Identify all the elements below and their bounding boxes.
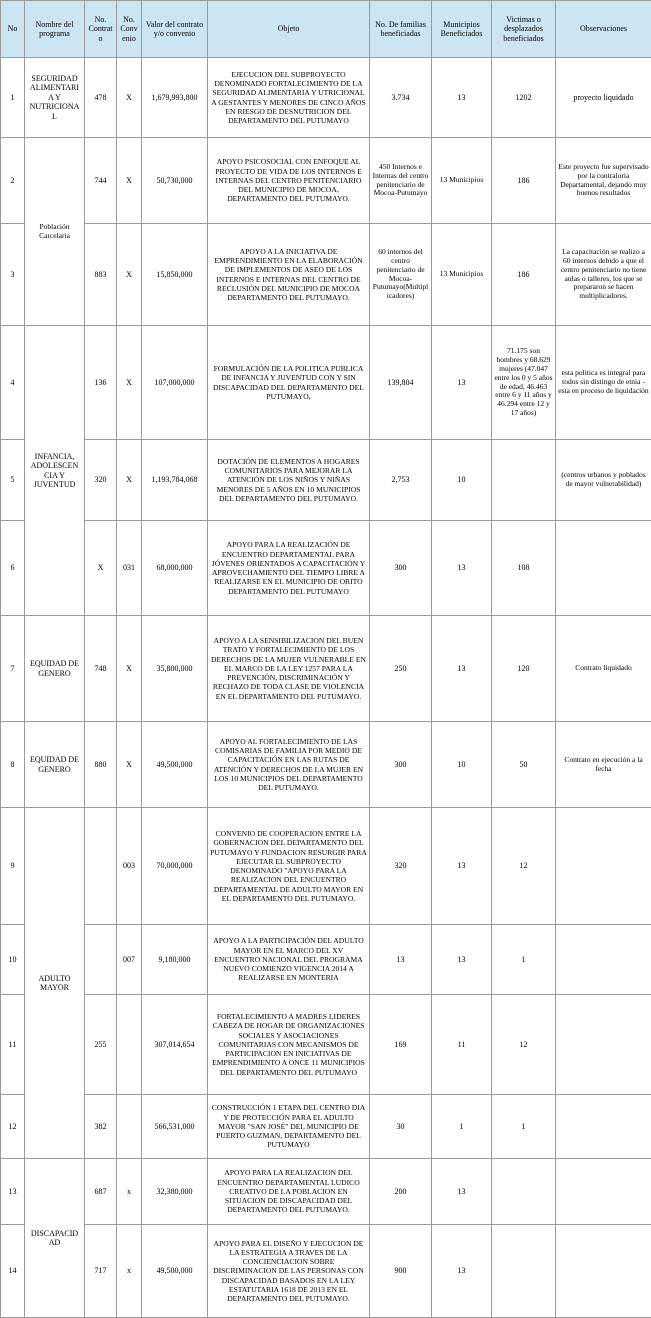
- cell-objeto: APOYO A LA PARTICIPACIÓN DEL ADULTO MAYOR EN EL MARCO DEL XV ENCUENTRO NACIONAL DEL PROGRAMA NUEVO COMIENZO VIGENCIA 2014 A REALIZARSE EN MONTERIA: [208, 925, 370, 995]
- cell-valor: 68,000,000: [142, 521, 208, 616]
- table-row: [1, 138, 651, 224]
- cell-familias: 320: [370, 808, 432, 925]
- cell-valor: 35,800,000: [142, 616, 208, 722]
- table-row: [1, 925, 651, 995]
- header-municipios: Municipios Beneficiados: [432, 1, 492, 58]
- cell-convenio: [117, 995, 142, 1095]
- cell-observaciones: [556, 995, 651, 1095]
- header-valor: Valor del contrato y/o convenio: [142, 1, 208, 58]
- cell-victimas: [492, 440, 556, 521]
- cell-no: 8: [1, 722, 25, 808]
- cell-observaciones: Contrato liquidado: [556, 616, 651, 722]
- cell-no: 7: [1, 616, 25, 722]
- cell-observaciones: Este proyecto fue supervisado por la contraloria Departamental, dejando muy buenos resultados: [556, 138, 651, 224]
- cell-no: 5: [1, 440, 25, 521]
- cell-valor: 15,850,000: [142, 224, 208, 326]
- cell-convenio: X: [117, 326, 142, 440]
- cell-convenio: X: [117, 224, 142, 326]
- cell-municipios: 10: [432, 722, 492, 808]
- cell-valor: 307,014,654: [142, 995, 208, 1095]
- cell-objeto: APOYO AL FORTALECIMIENTO DE LAS COMISARIAS DE FAMILIA POR MEDIO DE CAPACITACIÓN EN LAS RUTAS DE ATENCIÓN Y DERECHOS DE LA MUJER EN LOS 10 MUNICIPIOS DEL DEPARTAMENTO DEL PUTUMAYO.: [208, 722, 370, 808]
- cell-convenio: 031: [117, 521, 142, 616]
- cell-contrato: 320: [85, 440, 117, 521]
- cell-victimas: 12: [492, 995, 556, 1095]
- header-no: No: [1, 1, 25, 58]
- cell-familias: 250: [370, 616, 432, 722]
- cell-municipios: 13 Municipios: [432, 224, 492, 326]
- cell-familias: 3.734: [370, 58, 432, 138]
- cell-municipios: 13 Municipios: [432, 138, 492, 224]
- cell-convenio: X: [117, 138, 142, 224]
- table-row: [1, 521, 651, 616]
- cell-municipios: 13: [432, 1225, 492, 1318]
- cell-no: 12: [1, 1095, 25, 1159]
- header-victimas: Victimas o desplazados beneficiados: [492, 1, 556, 58]
- cell-no: 11: [1, 995, 25, 1095]
- cell-familias: 900: [370, 1225, 432, 1318]
- cell-familias: 169: [370, 995, 432, 1095]
- cell-convenio: X: [117, 616, 142, 722]
- cell-contrato: 744: [85, 138, 117, 224]
- cell-contrato: 478: [85, 58, 117, 138]
- cell-no: 4: [1, 326, 25, 440]
- cell-municipios: 13: [432, 58, 492, 138]
- cell-no: 2: [1, 138, 25, 224]
- cell-convenio: X: [117, 58, 142, 138]
- cell-observaciones: [556, 1159, 651, 1225]
- table-row: [1, 1225, 651, 1318]
- cell-contrato: X: [85, 521, 117, 616]
- header-row: [1, 1, 651, 58]
- cell-objeto: FORMULACIÓN DE LA POLITICA PUBLICA DE INFANCIA Y JUVENTUD CON Y SIN DISCAPACIDAD DEL DEPARTAMENTO DEL PUTUMAYO,: [208, 326, 370, 440]
- header-observaciones: Observaciones: [556, 1, 651, 58]
- cell-convenio: x: [117, 1225, 142, 1318]
- cell-valor: 50,730,000: [142, 138, 208, 224]
- cell-objeto: APOYO PARA LA REALIZACION DEL ENCUENTRO DEPARTAMENTAL LUDICO CREATIVO DE LA POBLACION EN SITUACION DE DISCAPACIDAD DEL DEPARTAMENTO DEL PUTUMAYO.: [208, 1159, 370, 1225]
- header-familias: No. De familias beneficiadas: [370, 1, 432, 58]
- program-name: Población Carcelaria: [25, 138, 85, 326]
- cell-familias: 139,804: [370, 326, 432, 440]
- table-row: [1, 995, 651, 1095]
- cell-municipios: 13: [432, 521, 492, 616]
- cell-objeto: CONSTRUCCIÓN 1 ETAPA DEL CENTRO DIA Y DE PROTECCIÓN PARA EL ADULTO MAYOR "SAN JOSÉ" DEL MUNICIPIO DE PUERTO GUZMAN, DEPARTAMENTO DEL PUTUMAYO: [208, 1095, 370, 1159]
- cell-observaciones: [556, 925, 651, 995]
- cell-victimas: [492, 1159, 556, 1225]
- cell-contrato: 136: [85, 326, 117, 440]
- cell-objeto: APOYO A LA INICIATIVA DE EMPRENDIMIENTO EN LA ELABORACIÓN DE IMPLEMENTOS DE ASEO DE LOS INTERNOS E INTERNAS DEL CENTRO DE RECLUSIÓN DEL MUNICIPIO DE MOCOA DEPARTAMENTO DEL PUTUMAYO.: [208, 224, 370, 326]
- cell-victimas: 1: [492, 1095, 556, 1159]
- cell-objeto: CONVENIO DE COOPERACION ENTRE LA GOBERNACION DEL DEPARTAMENTO DEL PUTUMAYO Y FUNDACION RESURGIR PARA EJECUTAR EL SUBPROYECTO DENOMINADO "APOYO PARA LA REALIZACION DEL ENCUENTRO DEPARTAMENTAL DE ADULTO MAYOR EN EL DEPARTAMENTO DEL PUTUMAYO.: [208, 808, 370, 925]
- cell-observaciones: [556, 1095, 651, 1159]
- header-convenio: No. Conv enio: [117, 1, 142, 58]
- cell-no: 1: [1, 58, 25, 138]
- table-row: [1, 224, 651, 326]
- cell-no: 14: [1, 1225, 25, 1318]
- table-row: [1, 722, 651, 808]
- cell-municipios: 13: [432, 925, 492, 995]
- cell-objeto: DOTACIÓN DE ELEMENTOS A HOGARES COMUNITARIOS PARA MEJORAR LA ATENCIÓN DE LOS NIÑOS Y NIÑAS MENORES DE 5 AÑOS EN 10 MUNICIPIOS DEL DEPARTAMENTO DEL PUTUMAYO.: [208, 440, 370, 521]
- cell-convenio: X: [117, 440, 142, 521]
- cell-observaciones: La capacitación se realizo a 60 internos debido a que el centro penitenciario no tiene aulas o talleres, los que se prepararon se hacen multiplicadores.: [556, 224, 651, 326]
- table-row: [1, 1095, 651, 1159]
- cell-no: 9: [1, 808, 25, 925]
- cell-valor: 49,500,000: [142, 722, 208, 808]
- cell-municipios: 13: [432, 808, 492, 925]
- cell-familias: 60 internos del centro penitenciario de Mocoa-Putumayo(Multiplicadores): [370, 224, 432, 326]
- program-name: INFANCIA, ADOLESCEN CIA Y JUVENTUD: [25, 326, 85, 616]
- header-objeto: Objeto: [208, 1, 370, 58]
- cell-familias: 200: [370, 1159, 432, 1225]
- cell-observaciones: [556, 1225, 651, 1318]
- cell-municipios: 11: [432, 995, 492, 1095]
- table-row: [1, 808, 651, 925]
- cell-no: 3: [1, 224, 25, 326]
- cell-valor: 566,531,000: [142, 1095, 208, 1159]
- cell-contrato: [85, 808, 117, 925]
- header-contrato: No. Contrat o: [85, 1, 117, 58]
- cell-contrato: 748: [85, 616, 117, 722]
- cell-observaciones: [556, 808, 651, 925]
- cell-valor: 9,180,000: [142, 925, 208, 995]
- cell-municipios: 13: [432, 1159, 492, 1225]
- cell-familias: 13: [370, 925, 432, 995]
- cell-victimas: 120: [492, 616, 556, 722]
- cell-victimas: 108: [492, 521, 556, 616]
- cell-familias: 2,753: [370, 440, 432, 521]
- program-name: SEGURIDAD ALIMENTARI A Y NUTRICIONA L: [25, 58, 85, 138]
- cell-contrato: [85, 925, 117, 995]
- header-programa: Nombre del programa: [25, 1, 85, 58]
- cell-convenio: 003: [117, 808, 142, 925]
- cell-familias: 300: [370, 722, 432, 808]
- cell-convenio: X: [117, 722, 142, 808]
- table-row: [1, 1159, 651, 1225]
- cell-valor: 1,193,784,068: [142, 440, 208, 521]
- cell-municipios: 10: [432, 440, 492, 521]
- cell-contrato: 880: [85, 722, 117, 808]
- cell-objeto: APOYO PSICOSOCIAL CON ENFOQUE AL PROYECTO DE VIDA DE LOS INTERNOS E INTERNAS DEL CENTRO PENITENCIARIO DEL MUNICIPIO DE MOCOA, DEPARTAMENTO DEL PUTUMAYO.: [208, 138, 370, 224]
- cell-contrato: 382: [85, 1095, 117, 1159]
- cell-contrato: 255: [85, 995, 117, 1095]
- cell-contrato: 883: [85, 224, 117, 326]
- cell-convenio: [117, 1095, 142, 1159]
- cell-no: 10: [1, 925, 25, 995]
- cell-valor: 32,380,000: [142, 1159, 208, 1225]
- cell-valor: 1,679,993,800: [142, 58, 208, 138]
- cell-victimas: 1202: [492, 58, 556, 138]
- table-row: [1, 616, 651, 722]
- cell-objeto: APOYO PARA EL DISEÑO Y EJECUCION DE LA ESTRATEGIA A TRAVES DE LA CONCIENCIACION SOBRE DISCRIMINACION DE LAS PERSONAS CON DISCAPACIDAD BASADOS EN LA LEY ESTATUTARIA 1618 DE 2013 EN EL DEPARTAMENTO DEL PUTUMAYO.: [208, 1225, 370, 1318]
- cell-familias: 450 Internos e Internas del centro penitenciario de Mocoa-Putumayo: [370, 138, 432, 224]
- cell-familias: 300: [370, 521, 432, 616]
- cell-victimas: 186: [492, 138, 556, 224]
- cell-victimas: 71.175 son hombres y 68.629 mujeres (47.047 entre los 0 y 5 años de edad, 46.463 entre 6 y 11 años y 46.294 entre 12 y 17 años): [492, 326, 556, 440]
- cell-municipios: 13: [432, 616, 492, 722]
- cell-valor: 49,500,000: [142, 1225, 208, 1318]
- table-row: [1, 326, 651, 440]
- cell-objeto: EJECUCION DEL SUBPROYECTO DENOMINADO FORTALECIMIENTO DE LA SEGURIDAD ALIMENTARIA Y UTRICIONAL A GESTANTES Y MENORES DE CINCO AÑOS EN RIESGO DE DESNUTRICION DEL DEPARTAMENTO DEL PUTUMAYO: [208, 58, 370, 138]
- table-row: [1, 58, 651, 138]
- cell-familias: 30: [370, 1095, 432, 1159]
- cell-objeto: FORTALECIMIENTO A MADRES LIDERES CABEZA DE HOGAR DE ORGANIZACIONES SOCIALES Y ASOCIACIONES COMUNITARIAS CON MECANISMOS DE PARTICIPACION EN INICIATIVAS DE EMPRENDIMIENTO A ONCE 11 MUNICIPIOS DEL DEPARTAMENTO DEL PUTUMAYO: [208, 995, 370, 1095]
- cell-observaciones: (centros urbanos y poblados de mayor vulnerabilidad): [556, 440, 651, 521]
- cell-victimas: 1: [492, 925, 556, 995]
- program-name: DISCAPACID AD: [25, 1159, 85, 1318]
- cell-victimas: 50: [492, 722, 556, 808]
- cell-observaciones: [556, 521, 651, 616]
- cell-convenio: 007: [117, 925, 142, 995]
- cell-valor: 70,000,000: [142, 808, 208, 925]
- cell-observaciones: proyecto liquidado: [556, 58, 651, 138]
- program-name: EQUIDAD DE GENERO: [25, 722, 85, 808]
- cell-observaciones: Contrato en ejecución a la fecha: [556, 722, 651, 808]
- program-name: ADULTO MAYOR: [25, 808, 85, 1159]
- cell-municipios: 1: [432, 1095, 492, 1159]
- cell-objeto: APOYO PARA LA REALIZACIÓN DE ENCUENTRO DEPARTAMENTAL PARA JÓVENES ORIENTADOS A CAPACITACIÓN Y APROVECHAMIENTO DEL TIEMPO LIBRE A REALIZARSE EN EL MUNICIPIO DE ORITO DEPARTAMENTO DEL PUTUMAYO: [208, 521, 370, 616]
- program-name: EQUIDAD DE GENERO: [25, 616, 85, 722]
- cell-victimas: [492, 1225, 556, 1318]
- cell-observaciones: esta politica es integral para todos sin distingo de etnia - esta en proceso de liquidación: [556, 326, 651, 440]
- cell-convenio: x: [117, 1159, 142, 1225]
- cell-victimas: 12: [492, 808, 556, 925]
- table-row: [1, 440, 651, 521]
- cell-contrato: 717: [85, 1225, 117, 1318]
- cell-municipios: 13: [432, 326, 492, 440]
- cell-contrato: 687: [85, 1159, 117, 1225]
- cell-victimas: 186: [492, 224, 556, 326]
- cell-no: 13: [1, 1159, 25, 1225]
- cell-valor: 107,000,000: [142, 326, 208, 440]
- cell-no: 6: [1, 521, 25, 616]
- cell-objeto: APOYO A LA SENSIBILIZACION DEL BUEN TRATO Y FORTALECIMIENTO DE LOS DERECHOS DE LA MUJER VULNERABLE EN EL MARCO DE LA LEY 1257 PARA LA PREVENCIÓN, DISCRIMINACIÓN Y RECHAZO DE TODA CLASE DE VIOLENCIA EN EL DEPARTAMENTO DEL PUTUMAYO.: [208, 616, 370, 722]
